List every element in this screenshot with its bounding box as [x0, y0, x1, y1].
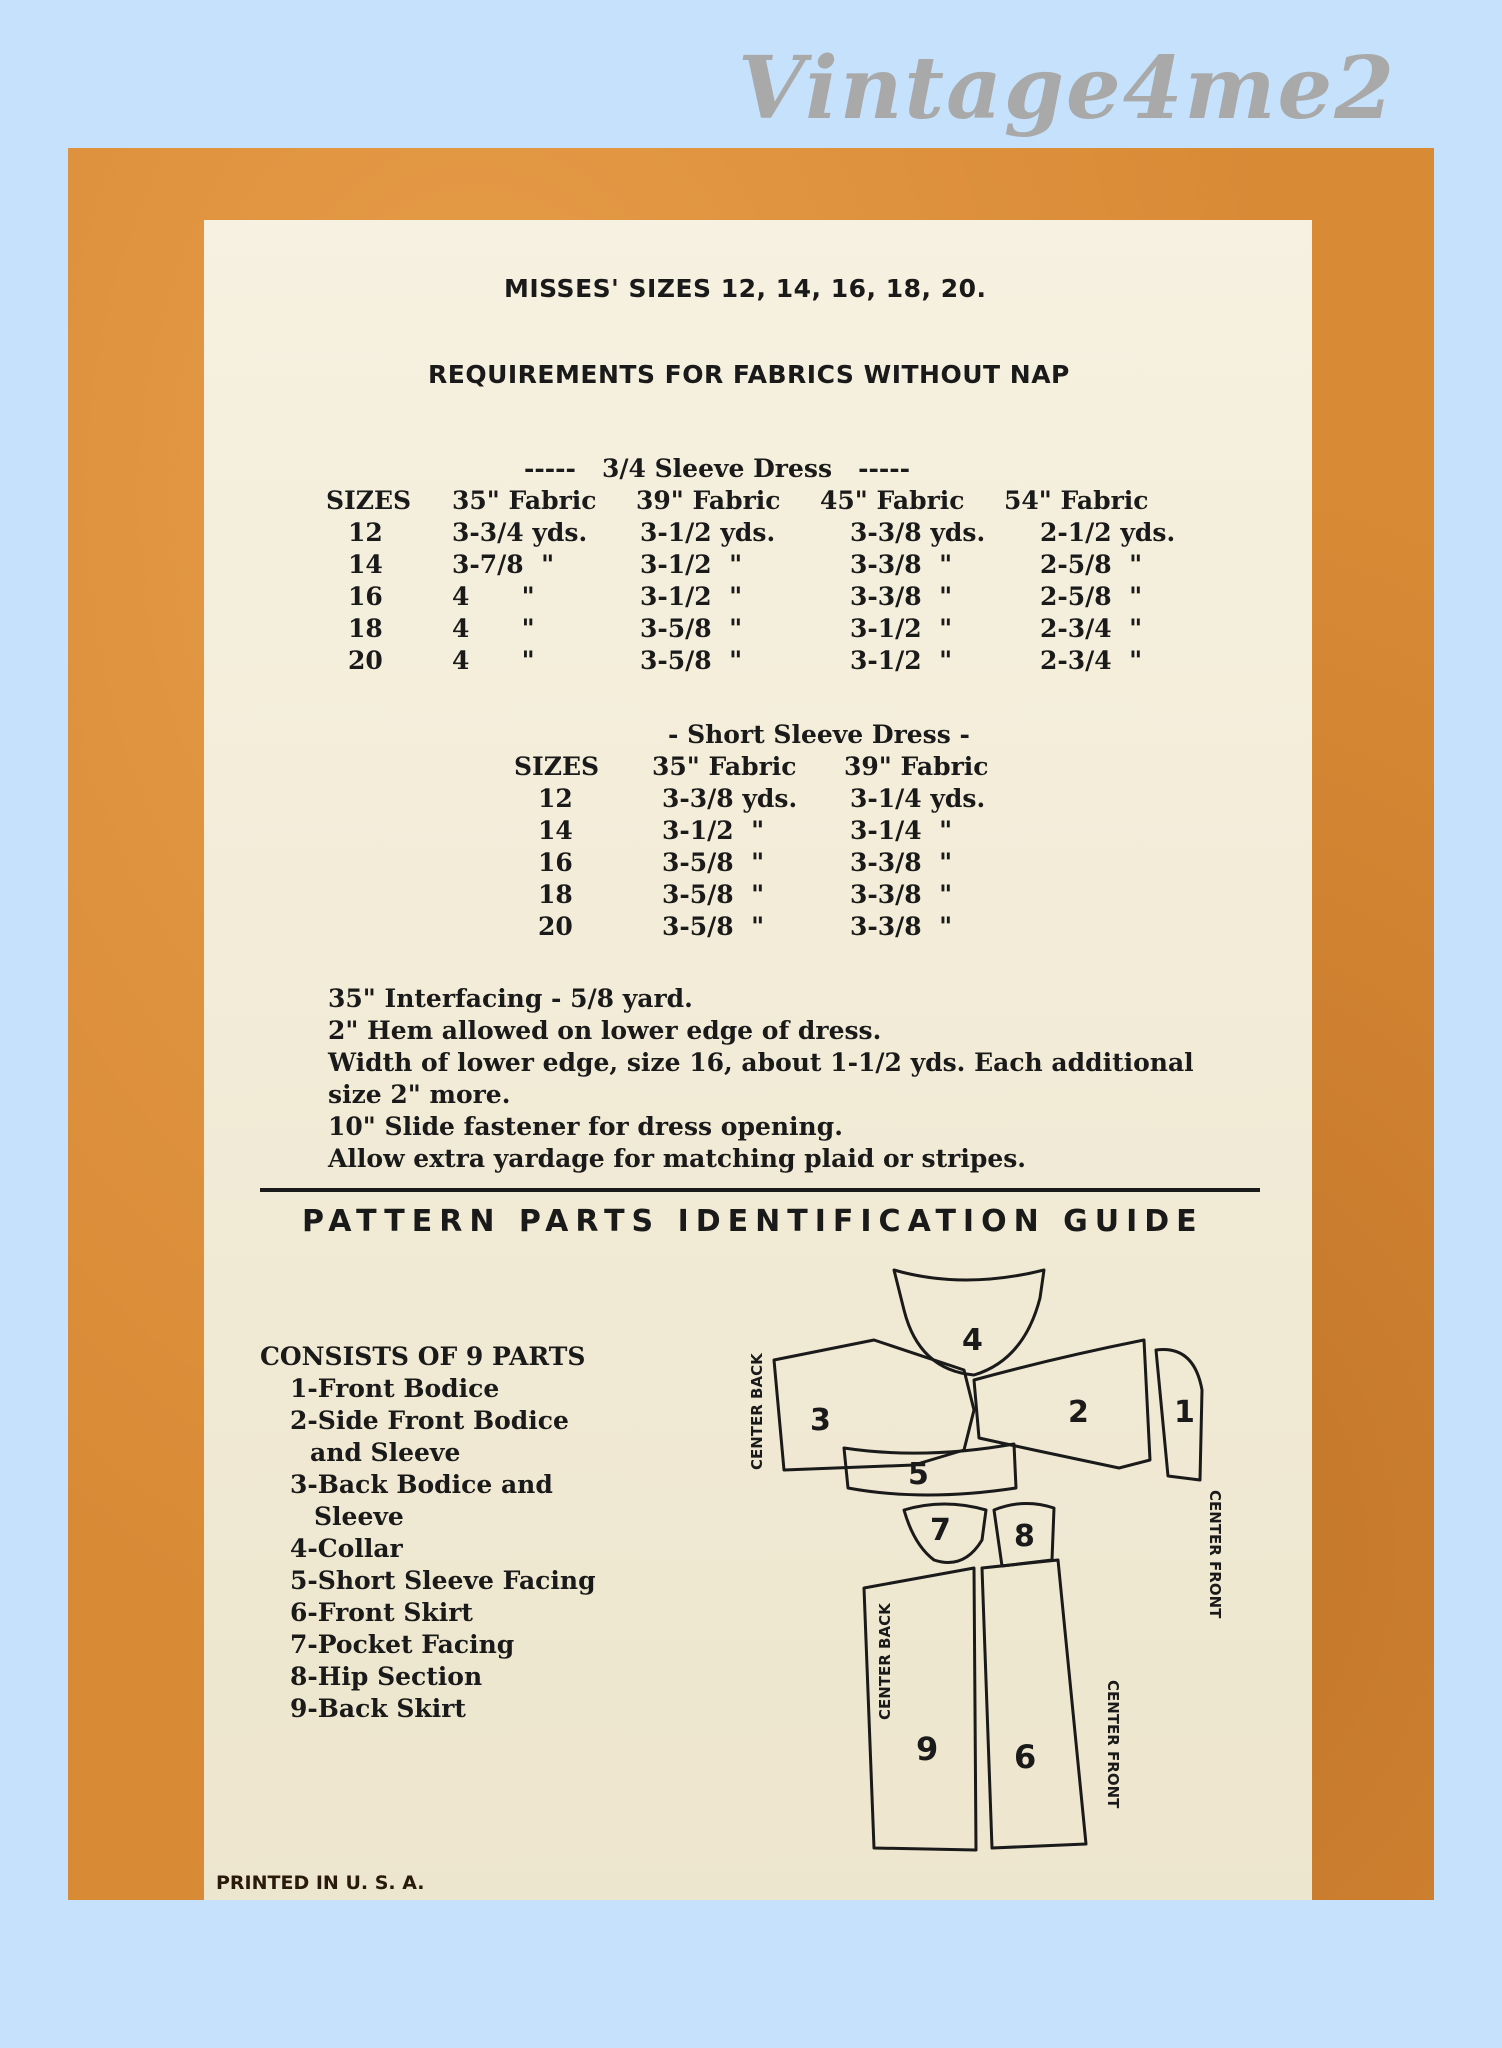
diagram-num: 5 — [908, 1457, 929, 1492]
table-cell: 2-1/2 yds. — [1040, 518, 1176, 547]
table-cell: 3-5/8 " — [662, 848, 765, 877]
table-cell: 3-1/2 " — [850, 646, 953, 675]
table-cell: 4 " — [452, 614, 535, 643]
diagram-num: 8 — [1014, 1519, 1035, 1554]
center-front-label: CENTER FRONT — [1104, 1680, 1122, 1809]
col-header-39: 39" Fabric — [844, 752, 989, 781]
sleeve-facing-piece — [844, 1444, 1016, 1495]
list-item: 2-Side Front Bodice — [290, 1406, 569, 1435]
table-cell: 20 — [538, 912, 573, 941]
table-cell: 2-5/8 " — [1040, 550, 1143, 579]
table-cell: 3-3/8 " — [850, 550, 953, 579]
table-cell: 3-3/8 yds. — [662, 784, 798, 813]
requirements-heading: REQUIREMENTS FOR FABRICS WITHOUT NAP — [428, 360, 1070, 389]
note-line: size 2" more. — [328, 1080, 511, 1109]
table-cell: 3-3/8 yds. — [850, 518, 986, 547]
side-front-piece — [974, 1340, 1150, 1468]
list-item: 9-Back Skirt — [290, 1694, 466, 1723]
table-cell: 18 — [348, 614, 383, 643]
list-item: 7-Pocket Facing — [290, 1630, 515, 1659]
table-cell: 3-3/8 " — [850, 912, 953, 941]
table-cell: 3-5/8 " — [640, 646, 743, 675]
col-header-54: 54" Fabric — [1004, 486, 1149, 515]
table-cell: 3-1/2 " — [662, 816, 765, 845]
table-cell: 18 — [538, 880, 573, 909]
diagram-num: 9 — [916, 1730, 939, 1768]
sizes-heading: MISSES' SIZES 12, 14, 16, 18, 20. — [504, 274, 987, 303]
col-header-35: 35" Fabric — [652, 752, 797, 781]
note-line: 35" Interfacing - 5/8 yard. — [328, 984, 693, 1013]
table-cell: 3-3/8 " — [850, 880, 953, 909]
center-front-label: CENTER FRONT — [1206, 1490, 1224, 1619]
table-cell: 2-3/4 " — [1040, 614, 1143, 643]
table-cell: 4 " — [452, 582, 535, 611]
table-cell: 3-1/4 yds. — [850, 784, 986, 813]
list-item: and Sleeve — [310, 1438, 461, 1467]
diagram-num: 7 — [930, 1513, 951, 1548]
diagram-num: 2 — [1068, 1395, 1089, 1430]
table-cell: 3-1/2 " — [640, 582, 743, 611]
guide-title: PATTERN PARTS IDENTIFICATION GUIDE — [302, 1204, 1204, 1239]
printed-in-usa: PRINTED IN U. S. A. — [216, 1872, 425, 1894]
front-skirt-piece — [982, 1560, 1086, 1848]
table-cell: 4 " — [452, 646, 535, 675]
table-cell: 14 — [538, 816, 573, 845]
list-item: 8-Hip Section — [290, 1662, 483, 1691]
list-item: 5-Short Sleeve Facing — [290, 1566, 596, 1595]
list-item: Sleeve — [314, 1502, 404, 1531]
table-cell: 20 — [348, 646, 383, 675]
note-line: 10" Slide fastener for dress opening. — [328, 1112, 843, 1141]
long-sleeve-title: ----- 3/4 Sleeve Dress ----- — [524, 454, 911, 483]
diagram-num: 3 — [810, 1403, 831, 1438]
table-cell: 3-7/8 " — [452, 550, 555, 579]
table-cell: 2-3/4 " — [1040, 646, 1143, 675]
diagram-num: 4 — [962, 1323, 983, 1358]
col-header-sizes: SIZES — [514, 752, 600, 781]
table-cell: 3-5/8 " — [662, 912, 765, 941]
table-cell: 16 — [538, 848, 573, 877]
center-back-label: CENTER BACK — [748, 1353, 766, 1470]
note-line: 2" Hem allowed on lower edge of dress. — [328, 1016, 882, 1045]
center-back-label: CENTER BACK — [876, 1603, 894, 1720]
table-cell: 14 — [348, 550, 383, 579]
parts-count: CONSISTS OF 9 PARTS — [260, 1342, 586, 1371]
note-line: Allow extra yardage for matching plaid or stripes. — [328, 1144, 1027, 1173]
table-cell: 3-3/8 " — [850, 582, 953, 611]
table-cell: 16 — [348, 582, 383, 611]
table-cell: 3-1/2 yds. — [640, 518, 776, 547]
instruction-sheet — [204, 220, 1312, 1900]
table-cell: 3-5/8 " — [640, 614, 743, 643]
list-item: 1-Front Bodice — [290, 1374, 500, 1403]
list-item: 6-Front Skirt — [290, 1598, 473, 1627]
list-item: 4-Collar — [290, 1534, 403, 1563]
watermark: Vintage4me2 — [738, 38, 1397, 139]
table-cell: 3-3/8 " — [850, 848, 953, 877]
diagram-num: 6 — [1014, 1738, 1037, 1776]
diagram-num: 1 — [1174, 1395, 1195, 1430]
col-header-39: 39" Fabric — [636, 486, 781, 515]
note-line: Width of lower edge, size 16, about 1-1/2 yds. Each additional — [328, 1048, 1194, 1077]
divider-rule — [260, 1188, 1260, 1192]
col-header-45: 45" Fabric — [820, 486, 965, 515]
table-cell: 2-5/8 " — [1040, 582, 1143, 611]
pattern-pieces-diagram — [724, 1240, 1264, 1860]
table-cell: 3-5/8 " — [662, 880, 765, 909]
table-cell: 12 — [348, 518, 383, 547]
list-item: 3-Back Bodice and — [290, 1470, 553, 1499]
table-cell: 12 — [538, 784, 573, 813]
table-cell: 3-1/2 " — [850, 614, 953, 643]
table-cell: 3-1/4 " — [850, 816, 953, 845]
short-sleeve-title: - Short Sleeve Dress - — [668, 720, 970, 749]
col-header-35: 35" Fabric — [452, 486, 597, 515]
table-cell: 3-3/4 yds. — [452, 518, 588, 547]
col-header-sizes: SIZES — [326, 486, 412, 515]
table-cell: 3-1/2 " — [640, 550, 743, 579]
